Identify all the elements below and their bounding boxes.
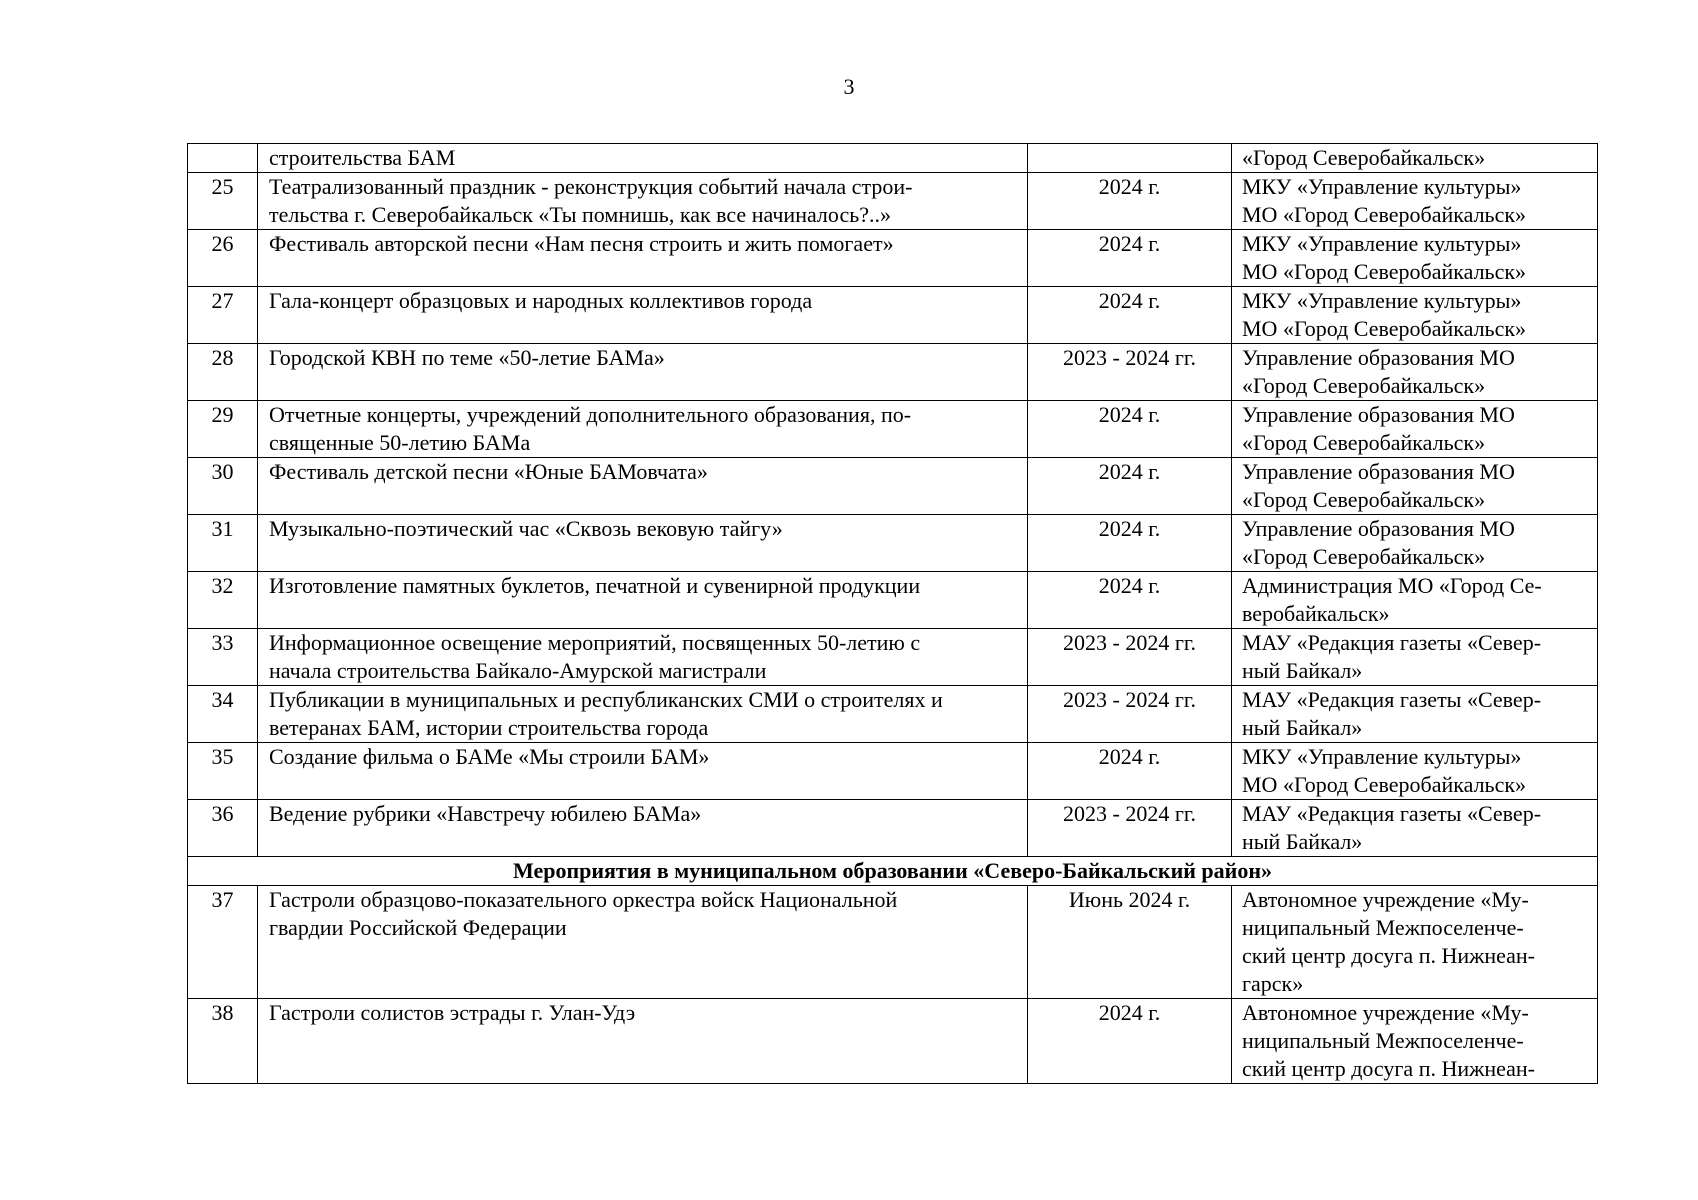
event-date: Июнь 2024 г. [1028,886,1232,999]
row-number: 26 [188,230,258,287]
section-header-row [188,857,1598,886]
event-title [258,144,1028,173]
row-number: 25 [188,173,258,230]
row-number: 33 [188,629,258,686]
responsible-organization-line: «Город Северобайкальск» [1242,145,1486,170]
responsible-organization [1232,287,1598,344]
table-row [188,743,1598,800]
page-number: 3 [843,74,855,99]
event-date: 2023 - 2024 гг. [1028,344,1232,401]
row-number: 35 [188,743,258,800]
event-title-line: Ведение рубрики «Навстречу юбилею БАМа» [269,801,702,826]
events-table-body [188,144,1598,1084]
responsible-organization-line: Управление образования МО [1242,459,1515,484]
responsible-organization-line: ниципальный Межпоселенче- [1242,1028,1524,1053]
event-date: 2023 - 2024 гг. [1028,800,1232,857]
event-title-line: Изготовление памятных буклетов, печатной и сувенирной продукции [269,573,921,598]
event-date: 2024 г. [1028,173,1232,230]
responsible-organization [1232,401,1598,458]
responsible-organization [1232,743,1598,800]
event-title-line: Создание фильма о БАМе «Мы строили БАМ» [269,744,710,769]
table-row [188,800,1598,857]
event-title [258,515,1028,572]
table-row [188,515,1598,572]
event-title [258,800,1028,857]
event-date: 2024 г. [1028,287,1232,344]
row-number [188,144,258,173]
event-title-line: строительства БАМ [269,145,456,170]
table-row [188,344,1598,401]
responsible-organization [1232,458,1598,515]
event-title-line: Гала-концерт образцовых и народных коллективов города [269,288,813,313]
responsible-organization-line: Автономное учреждение «Му- [1242,1000,1529,1025]
responsible-organization-line: ниципальный Межпоселенче- [1242,915,1524,940]
responsible-organization-line: ный Байкал» [1242,658,1363,683]
event-date: 2023 - 2024 гг. [1028,686,1232,743]
responsible-organization [1232,173,1598,230]
responsible-organization [1232,515,1598,572]
event-date: 2024 г. [1028,458,1232,515]
responsible-organization-line: «Город Северобайкальск» [1242,487,1486,512]
event-title-line: ветеранах БАМ, истории строительства города [269,715,709,740]
responsible-organization [1232,629,1598,686]
event-date [1028,144,1232,173]
row-number: 29 [188,401,258,458]
event-title-line: Музыкально-поэтический час «Сквозь вековую тайгу» [269,516,783,541]
event-title-line: Театрализованный праздник - реконструкция событий начала строи- [269,174,913,199]
row-number: 27 [188,287,258,344]
event-title [258,686,1028,743]
event-title [258,287,1028,344]
responsible-organization-line: МКУ «Управление культуры» [1242,231,1522,256]
event-title [258,743,1028,800]
responsible-organization [1232,800,1598,857]
responsible-organization-line: ский центр досуга п. Нижнеан- [1242,1056,1536,1081]
responsible-organization-line: Управление образования МО [1242,345,1515,370]
responsible-organization [1232,230,1598,287]
event-title-line: Информационное освещение мероприятий, посвященных 50-летию с [269,630,921,655]
row-number: 28 [188,344,258,401]
responsible-organization-line: МКУ «Управление культуры» [1242,174,1522,199]
responsible-organization-line: гарск» [1242,971,1304,996]
event-title [258,999,1028,1084]
event-title [258,230,1028,287]
responsible-organization [1232,999,1598,1084]
responsible-organization-line: ский центр досуга п. Нижнеан- [1242,943,1536,968]
table-row-continued [188,144,1598,173]
event-title-line: Гастроли солистов эстрады г. Улан-Удэ [269,1000,636,1025]
section-title: Мероприятия в муниципальном образовании «Северо-Байкальский район» [188,857,1598,886]
responsible-organization [1232,572,1598,629]
event-date: 2024 г. [1028,999,1232,1084]
row-number: 31 [188,515,258,572]
event-title [258,629,1028,686]
responsible-organization-line: «Город Северобайкальск» [1242,544,1486,569]
table-row [188,629,1598,686]
responsible-organization-line: МО «Город Северобайкальск» [1242,772,1527,797]
table-row [188,458,1598,515]
event-title-line: священные 50-летию БАМа [269,430,531,455]
event-title-line: Гастроли образцово-показательного оркестра войск Национальной [269,887,898,912]
table-row [188,401,1598,458]
event-title-line: Публикации в муниципальных и республиканских СМИ о строителях и [269,687,943,712]
responsible-organization-line: «Город Северобайкальск» [1242,430,1486,455]
events-table [187,143,1598,1084]
responsible-organization-line: МАУ «Редакция газеты «Север- [1242,687,1542,712]
responsible-organization-line: МО «Город Северобайкальск» [1242,316,1527,341]
table-row [188,173,1598,230]
event-date: 2023 - 2024 гг. [1028,629,1232,686]
event-title [258,886,1028,999]
responsible-organization-line: МО «Город Северобайкальск» [1242,202,1527,227]
event-title-line: Отчетные концерты, учреждений дополнительного образования, по- [269,402,912,427]
responsible-organization-line: Управление образования МО [1242,402,1515,427]
table-row [188,686,1598,743]
row-number: 38 [188,999,258,1084]
table-row [188,886,1598,999]
event-title-line: Фестиваль детской песни «Юные БАМовчата» [269,459,708,484]
responsible-organization-line: ный Байкал» [1242,715,1363,740]
event-date: 2024 г. [1028,401,1232,458]
table-row [188,230,1598,287]
event-title [258,173,1028,230]
responsible-organization [1232,344,1598,401]
row-number: 34 [188,686,258,743]
event-date: 2024 г. [1028,515,1232,572]
event-title [258,458,1028,515]
row-number: 37 [188,886,258,999]
event-date: 2024 г. [1028,743,1232,800]
table-row [188,999,1598,1084]
event-date: 2024 г. [1028,572,1232,629]
table-row [188,572,1598,629]
event-title [258,344,1028,401]
responsible-organization-line: МАУ «Редакция газеты «Север- [1242,801,1542,826]
responsible-organization-line: «Город Северобайкальск» [1242,373,1486,398]
event-title-line: гвардии Российской Федерации [269,915,567,940]
responsible-organization-line: МКУ «Управление культуры» [1242,744,1522,769]
table-row [188,287,1598,344]
event-title-line: Фестиваль авторской песни «Нам песня строить и жить помогает» [269,231,894,256]
event-title [258,401,1028,458]
responsible-organization-line: МКУ «Управление культуры» [1242,288,1522,313]
responsible-organization-line: ный Байкал» [1242,829,1363,854]
responsible-organization [1232,144,1598,173]
responsible-organization-line: МО «Город Северобайкальск» [1242,259,1527,284]
event-date: 2024 г. [1028,230,1232,287]
row-number: 30 [188,458,258,515]
event-title [258,572,1028,629]
responsible-organization-line: Автономное учреждение «Му- [1242,887,1529,912]
row-number: 32 [188,572,258,629]
responsible-organization-line: Управление образования МО [1242,516,1515,541]
event-title-line: тельства г. Северобайкальск «Ты помнишь, как все начиналось?..» [269,202,892,227]
responsible-organization [1232,686,1598,743]
row-number: 36 [188,800,258,857]
responsible-organization-line: веробайкальск» [1242,601,1390,626]
event-title-line: Городской КВН по теме «50-летие БАМа» [269,345,665,370]
responsible-organization-line: МАУ «Редакция газеты «Север- [1242,630,1542,655]
event-title-line: начала строительства Байкало-Амурской магистрали [269,658,767,683]
responsible-organization [1232,886,1598,999]
responsible-organization-line: Администрация МО «Город Се- [1242,573,1542,598]
